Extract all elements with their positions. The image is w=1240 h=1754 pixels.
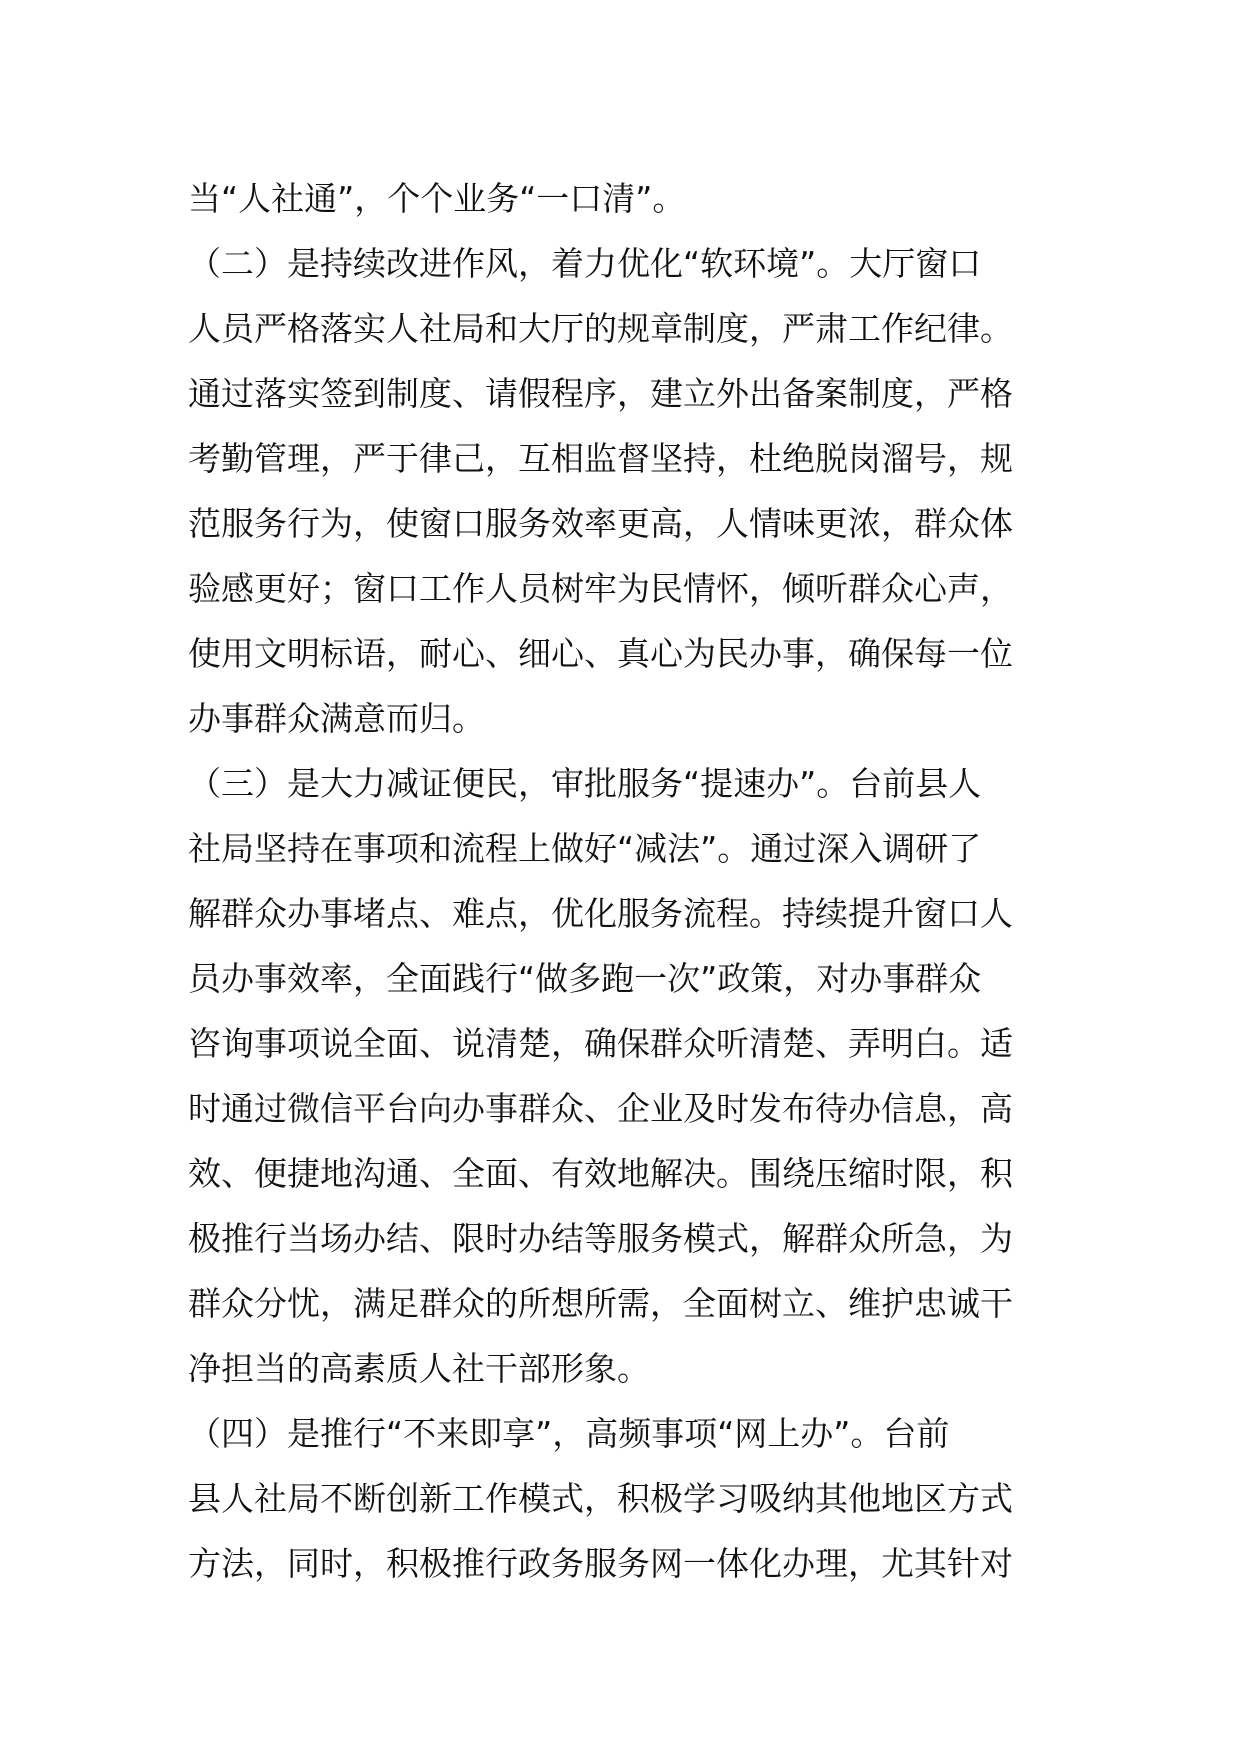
text-line: 群众分忧，满足群众的所想所需，全面树立、维护忠诚干: [188, 1284, 1013, 1323]
text-line: （二）是持续改进作风，着力优化“软环境”。大厅窗口: [188, 244, 982, 283]
text-line: 当“人社通”，个个业务“一口清”。: [188, 179, 686, 218]
document-page: [188, 166, 1058, 1596]
text-line: 使用文明标语，耐心、细心、真心为民办事，确保每一位: [188, 634, 1013, 673]
text-line: 时通过微信平台向办事群众、企业及时发布待办信息，高: [188, 1089, 1013, 1128]
text-line: 方法，同时，积极推行政务服务网一体化办理，尤其针对: [188, 1544, 1013, 1583]
text-line: 效、便捷地沟通、全面、有效地解决。围绕压缩时限，积: [188, 1154, 1013, 1193]
text-line: 验感更好；窗口工作人员树牢为民情怀，倾听群众心声，: [188, 569, 1013, 608]
text-line: 通过落实签到制度、请假程序，建立外出备案制度，严格: [188, 374, 1013, 413]
text-line: 社局坚持在事项和流程上做好“减法”。通过深入调研了: [188, 829, 982, 868]
text-line: （四）是推行“不来即享”，高频事项“网上办”。台前: [188, 1414, 950, 1453]
text-line: （三）是大力减证便民，审批服务“提速办”。台前县人: [188, 764, 982, 803]
text-line: 范服务行为，使窗口服务效率更高，人情味更浓，群众体: [188, 504, 1013, 543]
text-line: 人员严格落实人社局和大厅的规章制度，严肃工作纪律。: [188, 309, 1013, 348]
text-line: 极推行当场办结、限时办结等服务模式，解群众所急，为: [188, 1219, 1013, 1258]
text-line: 员办事效率，全面践行“做多跑一次”政策，对办事群众: [188, 959, 982, 998]
text-line: 解群众办事堵点、难点，优化服务流程。持续提升窗口人: [188, 894, 1013, 933]
text-line: 净担当的高素质人社干部形象。: [188, 1349, 650, 1388]
text-line: 县人社局不断创新工作模式，积极学习吸纳其他地区方式: [188, 1479, 1013, 1518]
text-line: 咨询事项说全面、说清楚，确保群众听清楚、弄明白。适: [188, 1024, 1013, 1063]
text-line: 考勤管理，严于律己，互相监督坚持，杜绝脱岗溜号，规: [188, 439, 1013, 478]
text-line: 办事群众满意而归。: [188, 699, 485, 738]
